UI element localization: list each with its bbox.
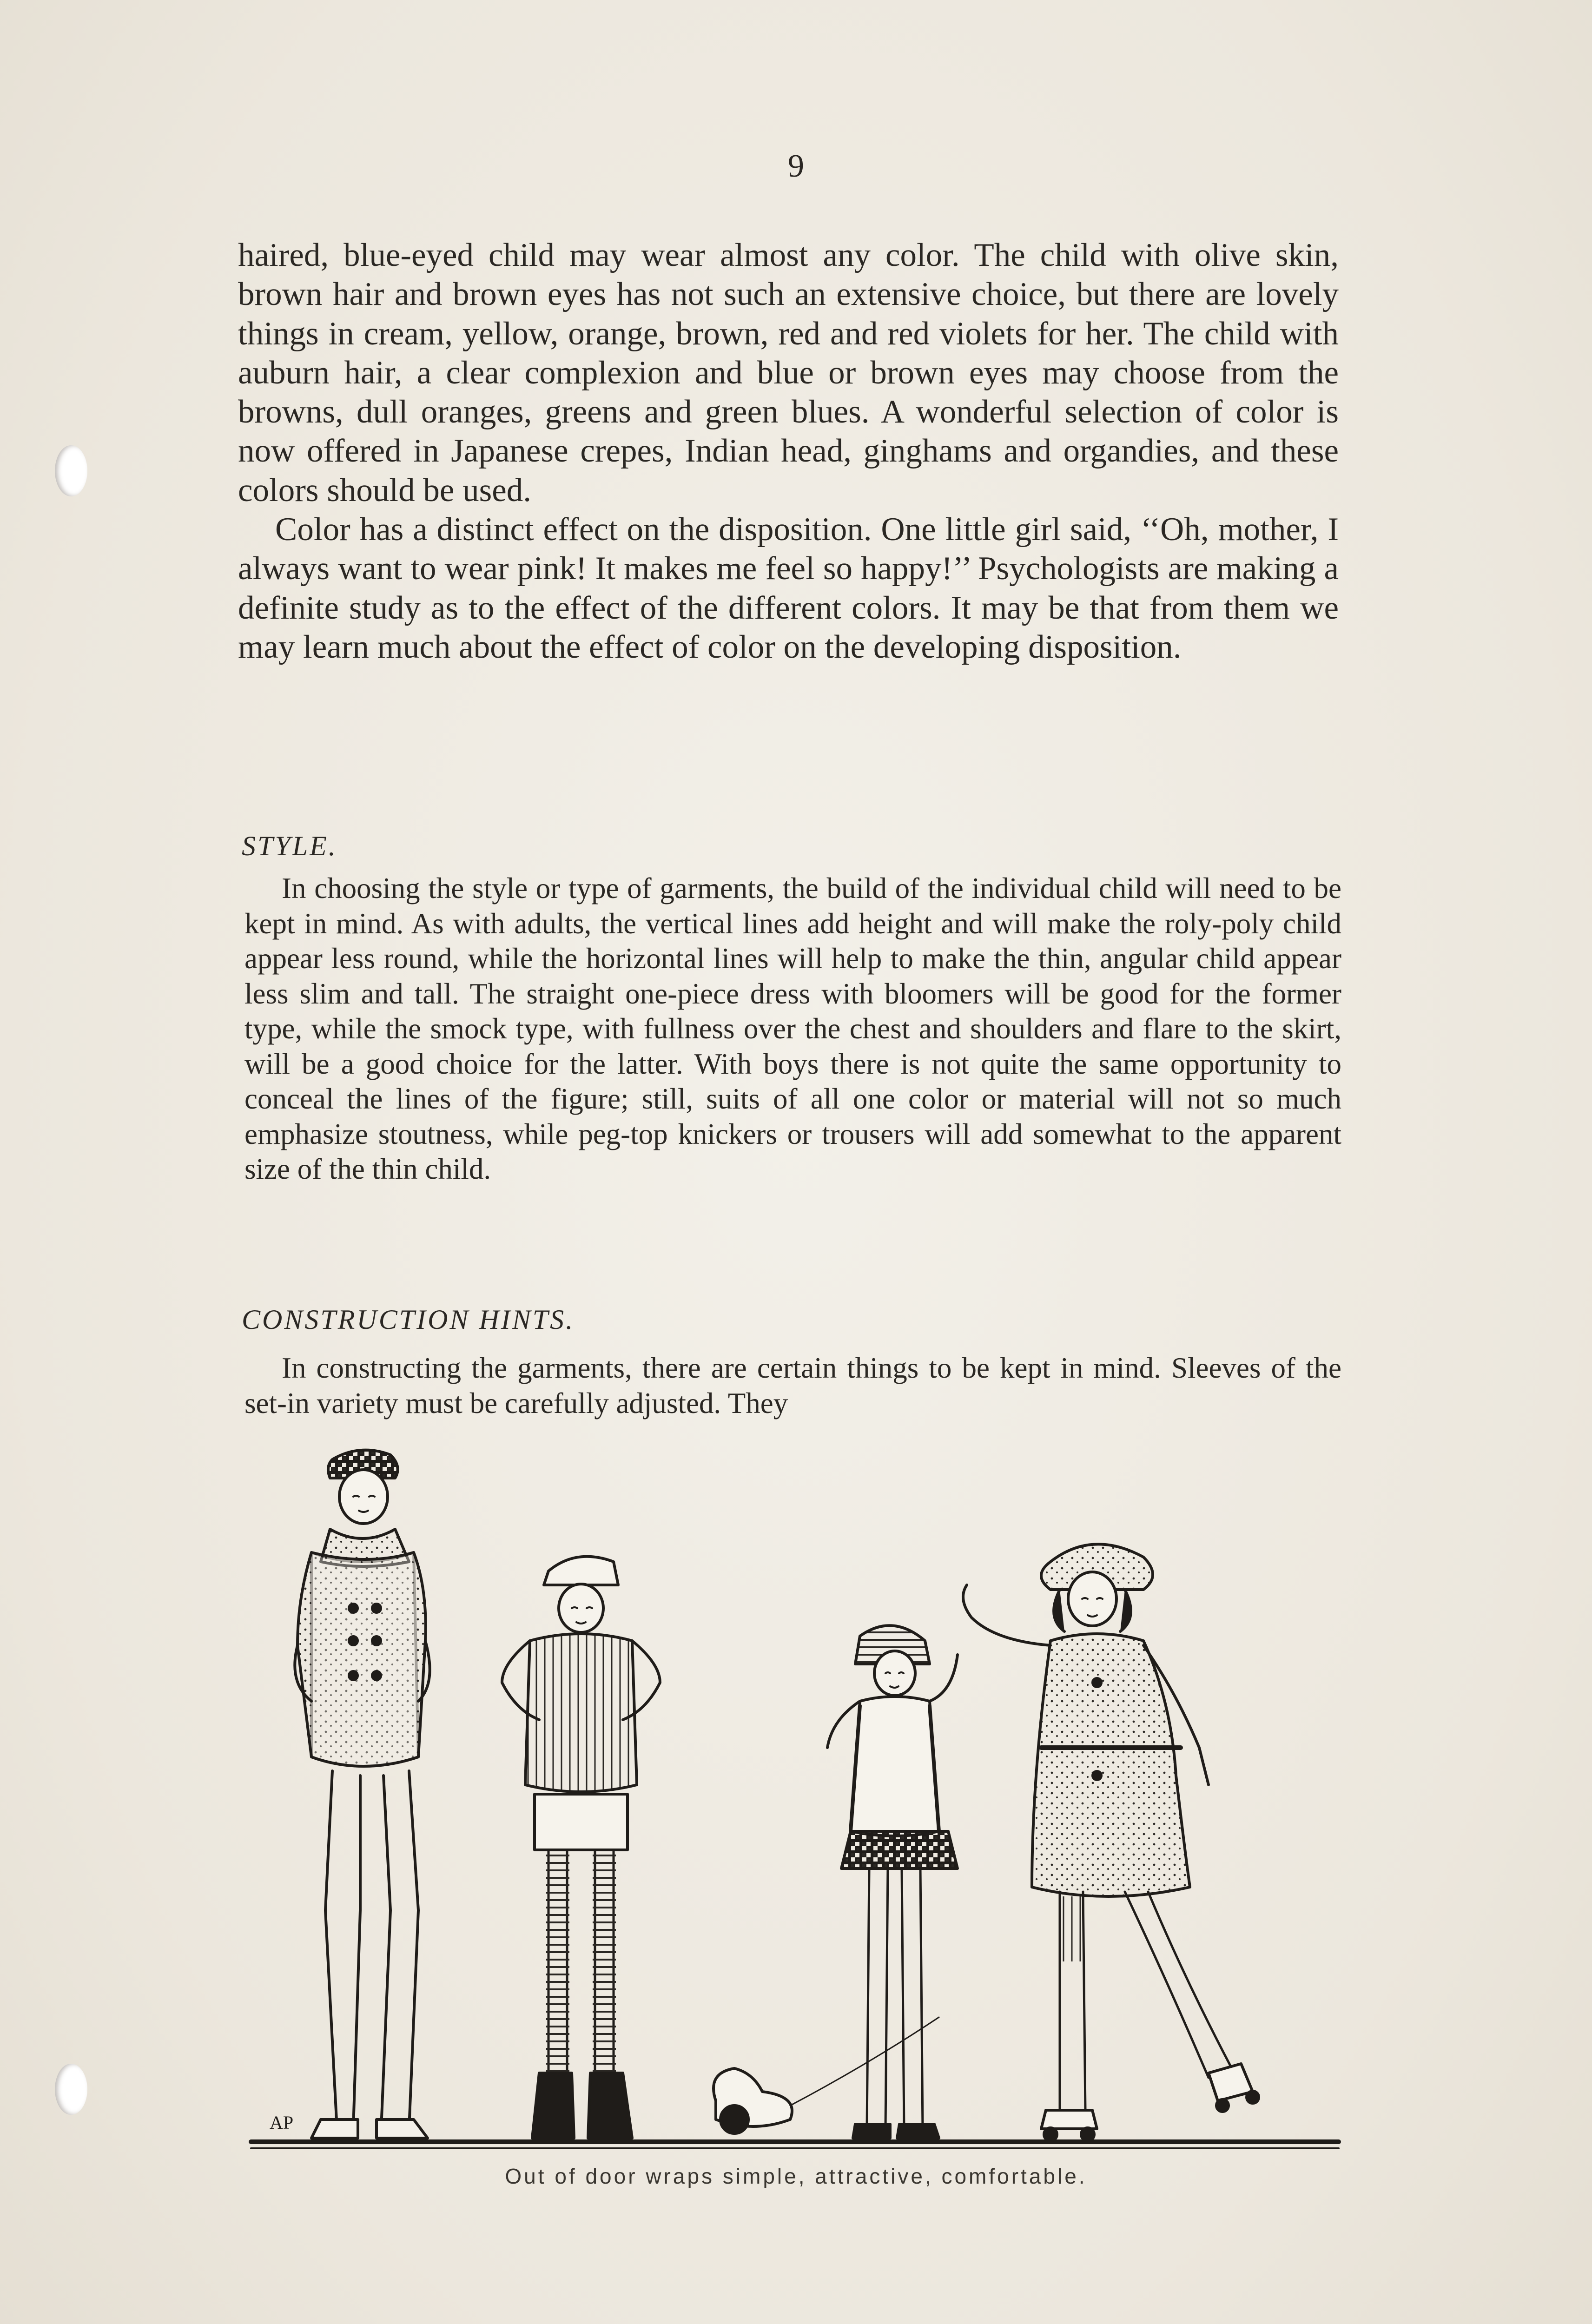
paragraph: In choosing the style or type of garments, the build of the individual child will need to be kept in mind. As with adults, the vertical lines add height and will make the roly-poly child appear less round, while the horizontal lines will help to make the thin, angular child appear less slim and tall. The straight one-piece dress with bloomers will be good for the former type, while the smock type, with fullness over the chest and shoulders and flare to the skirt, will be a good choice for the latter. With boys there is not quite the same opportunity to conceal the lines of the figure; still, suits of all one color or material will not so much emphasize stoutness, while peg-top knickers or trousers will add somewhat to the apparent size of the thin child. xyxy=(244,872,1341,1185)
figure-girl-roller-skates xyxy=(963,1544,1259,2141)
body-text-top xyxy=(238,236,1339,667)
paragraph: Color has a distinct effect on the disposition. One little girl said, ‘‘Oh, mother, I always want to wear pink! It makes me feel so happy!’’ Psychologists are making a definite study as to the effect of the different colors. It may be that from them we may learn much about the effect of color on the developing disposition. xyxy=(238,511,1339,665)
figure-boy-long-coat xyxy=(270,1450,430,2138)
section-body-construction xyxy=(244,1351,1341,1421)
figure-boy-sweater xyxy=(502,1557,660,2138)
section-heading-style: STYLE. xyxy=(242,831,337,861)
artist-monogram: AP xyxy=(270,2112,294,2133)
figure-caption: Out of door wraps simple, attractive, comfortable. xyxy=(505,2164,1087,2188)
page-number: 9 xyxy=(788,148,804,184)
punch-hole xyxy=(55,445,87,496)
figure-little-girl xyxy=(827,1625,958,2138)
paragraph: In constructing the garments, there are certain things to be kept in mind. Sleeves of the set-in variety must be carefully adjusted. They xyxy=(244,1352,1341,1419)
paragraph: haired, blue-eyed child may wear almost any color. The child with olive skin, brown hair and brown eyes has not such an extensive choice, but there are lovely things in cream, yellow, orange, brown, red and red violets for her. The child with auburn hair, a clear complexion and blue or brown eyes may choose from the browns, dull oranges, greens and green blues. A wonderful selection of color is now offered in Japanese crepes, Indian head, ginghams and organdies, and these colors should be used. xyxy=(238,237,1339,508)
illustration-children xyxy=(242,1422,1348,2157)
section-body-style xyxy=(244,871,1341,1187)
punch-hole xyxy=(55,2064,87,2115)
section-heading-construction: CONSTRUCTION HINTS. xyxy=(242,1304,575,1335)
